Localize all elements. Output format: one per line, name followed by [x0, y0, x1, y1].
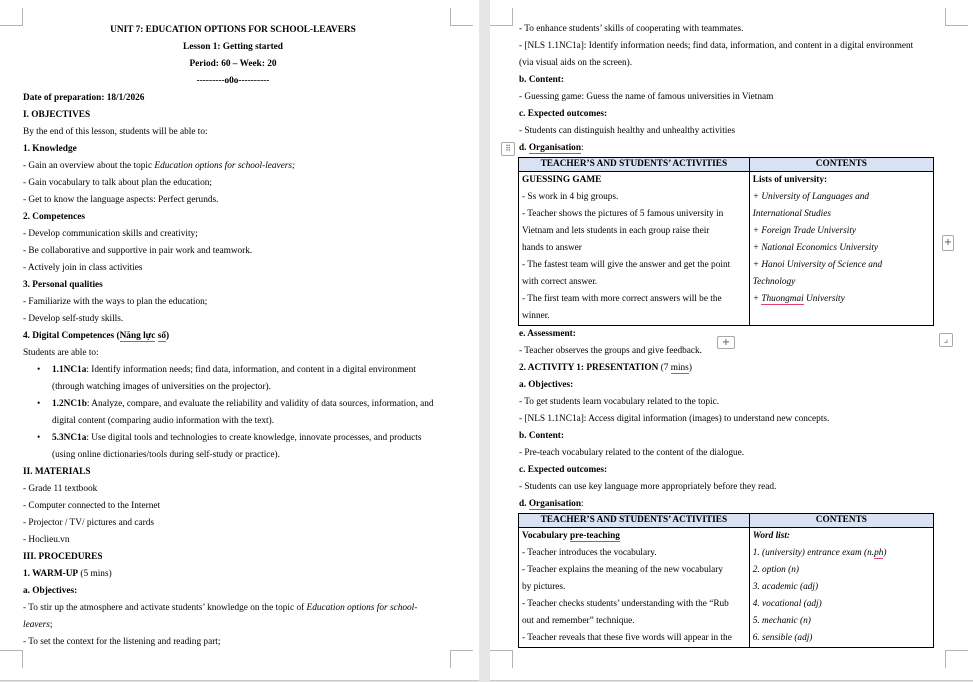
text: 4. Digital Competences ( — [23, 331, 120, 341]
text: d. — [519, 143, 529, 153]
table-cell-activities[interactable] — [519, 528, 750, 648]
page-1-body[interactable] — [23, 22, 443, 651]
text: University — [803, 294, 845, 304]
table-cell-contents[interactable] — [749, 528, 933, 648]
text: - To stir up the atmosphere and activate students’ knowledge on the topic of — [23, 603, 307, 613]
table-move-handle-icon[interactable]: ⠿ — [501, 142, 515, 156]
date-of-preparation: Date of preparation: 18/1/2026 — [23, 93, 145, 103]
content-item: - Guessing game: Guess the name of famous universities in Vietnam — [519, 92, 774, 102]
activity-title — [522, 528, 746, 545]
knowledge-item-1 — [23, 158, 443, 175]
activity-line: - Teacher reveals that these five words will appear in the — [522, 633, 732, 643]
text: (5 mins) — [78, 569, 112, 579]
text: ; — [49, 620, 53, 630]
knowledge-item-2: - Gain vocabulary to talk about plan the education; — [23, 178, 212, 188]
text: 2. ACTIVITY 1: PRESENTATION — [519, 363, 659, 373]
digital-bullet-2 — [37, 396, 447, 430]
objectives-heading: I. OBJECTIVES — [23, 110, 91, 120]
objective-cooperate: - To enhance students’ skills of cooperating with teammates. — [519, 24, 744, 34]
activity-line: hands to answer — [522, 243, 582, 253]
word-item: 4. vocational (adj) — [752, 599, 822, 609]
text: ) — [883, 548, 887, 558]
text: : — [581, 143, 584, 153]
activity-line: with correct answer. — [522, 277, 598, 287]
word-item: 2. option (n) — [752, 565, 799, 575]
organisation-heading — [519, 140, 939, 157]
add-column-icon[interactable]: + — [942, 235, 954, 251]
spellcheck-word[interactable]: Organisation — [528, 499, 582, 509]
activity-line: - The first team with more correct answers will be the — [522, 294, 722, 304]
table-header-contents: CONTENTS — [749, 514, 933, 528]
bullet-icon: • — [37, 399, 41, 409]
materials-item-2: - Computer connected to the Internet — [23, 501, 161, 511]
spellcheck-word[interactable]: ph — [874, 548, 884, 558]
competences-heading: 2. Competences — [23, 212, 85, 222]
table-cell-contents[interactable] — [749, 172, 933, 326]
outcomes-heading: c. Expected outcomes: — [519, 109, 608, 119]
spellcheck-word[interactable]: mins — [670, 363, 689, 373]
warmup-objective-1a — [23, 600, 443, 617]
separator: ---------o0o---------- — [196, 76, 270, 86]
period-week: Period: 60 – Week: 20 — [189, 59, 277, 69]
university-item — [753, 291, 930, 308]
bullet-code: 1.1NC1a — [52, 365, 87, 375]
competences-item-2: - Be collaborative and supportive in pair work and teamwork. — [23, 246, 253, 256]
activity-line: - Teacher introduces the vocabulary. — [522, 548, 657, 558]
text: ) — [688, 363, 692, 373]
objective-nls-a: - [NLS 1.1NC1a]: Identify information needs; find data, information, and content in a digital environment — [519, 41, 914, 51]
materials-item-3: - Projector / TV/ pictures and cards — [23, 518, 154, 528]
text: ) — [165, 331, 170, 341]
activity-line: winner. — [522, 311, 550, 321]
university-item: International Studies — [752, 209, 831, 219]
activity1-objective-2: - [NLS 1.1NC1a]: Access digital information (images) to understand new concepts. — [519, 414, 830, 424]
qualities-heading: 3. Personal qualities — [23, 280, 103, 290]
word-list-title: Word list: — [752, 531, 791, 541]
activity-line: - Teacher checks students’ understanding with the “Rub — [522, 599, 729, 609]
activity1-organisation-heading — [519, 496, 939, 513]
table-cell-activities[interactable] — [519, 172, 750, 326]
assessment-heading: e. Assessment: — [519, 329, 576, 339]
digital-bullet-1 — [37, 362, 447, 396]
text: (7 — [658, 363, 671, 373]
bullet-text: : Identify information needs; find data, information, and content in a digital environment (through watching images of universities on the projector). — [52, 365, 416, 392]
knowledge-heading: 1. Knowledge — [23, 144, 77, 154]
activity-line: - The fastest team will give the answer and get the point — [522, 260, 731, 270]
crop-mark-top-right — [945, 8, 968, 26]
materials-item-1: - Grade 11 textbook — [23, 484, 98, 494]
word-item — [753, 545, 930, 562]
contents-title: Lists of university: — [752, 175, 828, 185]
table-header-contents: CONTENTS — [749, 158, 933, 172]
table-header-activities: TEACHER’S AND STUDENTS’ ACTIVITIES — [519, 514, 750, 528]
bullet-text: : Analyze, compare, and evaluate the reliability and validity of data sources, information, and digital content (comparing audio information with the text). — [52, 399, 434, 426]
add-row-icon[interactable]: + — [717, 336, 735, 349]
warmup-objective-1b — [23, 617, 443, 634]
content-heading: b. Content: — [519, 75, 564, 85]
materials-heading: II. MATERIALS — [23, 467, 91, 477]
warmup-heading — [23, 566, 443, 583]
activity-line: by pictures. — [522, 582, 566, 592]
word-item: 5. mechanic (n) — [752, 616, 811, 626]
crop-mark-bottom-left — [490, 650, 513, 668]
crop-mark-top-right — [450, 8, 473, 26]
bullet-code: 5.3NC1a — [52, 433, 87, 443]
students-able: Students are able to: — [23, 348, 99, 358]
spellcheck-word[interactable]: Organisation — [528, 143, 582, 153]
crop-mark-bottom-right — [945, 650, 968, 668]
university-item: + National Economics University — [752, 243, 879, 253]
activity-line: Vietnam and lets students in each group raise their — [522, 226, 710, 236]
crop-mark-bottom-right — [450, 650, 473, 668]
table-resize-handle-icon[interactable]: ⌟ — [939, 333, 953, 347]
intro-text: By the end of this lesson, students will be able to: — [23, 127, 208, 137]
warmup-objectives-heading: a. Objectives: — [23, 586, 78, 596]
text: 1. (university) entrance exam (n. — [752, 548, 875, 558]
knowledge-item-3: - Get to know the language aspects: Perfect gerunds. — [23, 195, 219, 205]
crop-mark-top-left — [0, 8, 23, 26]
competences-item-1: - Develop communication skills and creativity; — [23, 229, 198, 239]
activity1-content-item: - Pre-teach vocabulary related to the content of the dialogue. — [519, 448, 745, 458]
text: Vocabulary — [522, 531, 570, 541]
word-item: 3. academic (adj) — [752, 582, 819, 592]
activity1-objectives-heading: a. Objectives: — [519, 380, 574, 390]
digital-bullet-3 — [37, 430, 447, 464]
activity1-outcomes-item: - Students can use key language more appropriately before they read. — [519, 482, 777, 492]
bullet-text: : Use digital tools and technologies to create knowledge, innovate processes, and products (using online dictionaries/tools during self-study or practice). — [52, 433, 422, 460]
materials-item-4: - Hoclieu.vn — [23, 535, 70, 545]
document-page-1[interactable] — [0, 0, 479, 681]
table-header-activities: TEACHER’S AND STUDENTS’ ACTIVITIES — [519, 158, 750, 172]
activity1-heading — [519, 360, 939, 377]
procedures-heading: III. PROCEDURES — [23, 552, 103, 562]
assessment-item: - Teacher observes the groups and give feedback. — [519, 346, 702, 356]
crop-mark-bottom-left — [0, 650, 23, 668]
university-item: Technology — [752, 277, 796, 287]
activity1-content-heading: b. Content: — [519, 431, 564, 441]
word-item: 6. sensible (adj) — [752, 633, 813, 643]
spellcheck-word[interactable]: pre-teaching — [569, 531, 620, 541]
activity-line: out and remember” technique. — [522, 616, 635, 626]
warmup-objective-2: - To set the context for the listening and reading part; — [23, 637, 221, 647]
qualities-item-2: - Develop self-study skills. — [23, 314, 124, 324]
text: + — [752, 294, 762, 304]
university-item: + Hanoi University of Science and — [752, 260, 883, 270]
spellcheck-word[interactable]: số — [157, 331, 166, 341]
crop-mark-top-left — [490, 8, 513, 26]
qualities-item-1: - Familiarize with the ways to plan the education; — [23, 297, 208, 307]
text: 1. WARM-UP — [23, 569, 79, 579]
text: : — [581, 499, 584, 509]
activity1-objective-1: - To get students learn vocabulary related to the topic. — [519, 397, 720, 407]
activity-title: GUESSING GAME — [522, 175, 602, 185]
competences-item-3: - Actively join in class activities — [23, 263, 143, 273]
activity1-outcomes-heading: c. Expected outcomes: — [519, 465, 608, 475]
activity-line: - Teacher explains the meaning of the new vocabulary — [522, 565, 724, 575]
topic-italic: leavers — [23, 620, 50, 630]
lesson-title: Lesson 1: Getting started — [183, 42, 283, 52]
document-page-2[interactable] — [490, 0, 973, 681]
activity-line: - Ss work in 4 big groups. — [522, 192, 619, 202]
spellcheck-word[interactable]: Năng lực — [119, 331, 156, 341]
digital-competences-heading — [23, 328, 443, 345]
topic-italic: Education options for school-leavers; — [154, 161, 296, 171]
organisation-table-2[interactable] — [518, 513, 934, 648]
activity-line: - Teacher shows the pictures of 5 famous university in — [522, 209, 724, 219]
university-item: + University of Languages and — [752, 192, 870, 202]
text: - Gain an overview about the topic — [23, 161, 155, 171]
objective-nls-b: (via visual aids on the screen). — [519, 58, 633, 68]
text: d. — [519, 499, 529, 509]
spellcheck-word[interactable]: Thuongmai — [761, 294, 804, 304]
bullet-code: 1.2NC1b — [52, 399, 87, 409]
university-item: + Foreign Trade University — [752, 226, 857, 236]
organisation-table-1[interactable] — [518, 157, 934, 326]
unit-title: UNIT 7: EDUCATION OPTIONS FOR SCHOOL-LEAVERS — [110, 25, 356, 35]
page-2-body[interactable] — [519, 21, 939, 648]
topic-italic: Education options for school- — [306, 603, 418, 613]
bullet-icon: • — [37, 433, 41, 443]
outcomes-item: - Students can distinguish healthy and unhealthy activities — [519, 126, 736, 136]
bullet-icon: • — [37, 365, 41, 375]
